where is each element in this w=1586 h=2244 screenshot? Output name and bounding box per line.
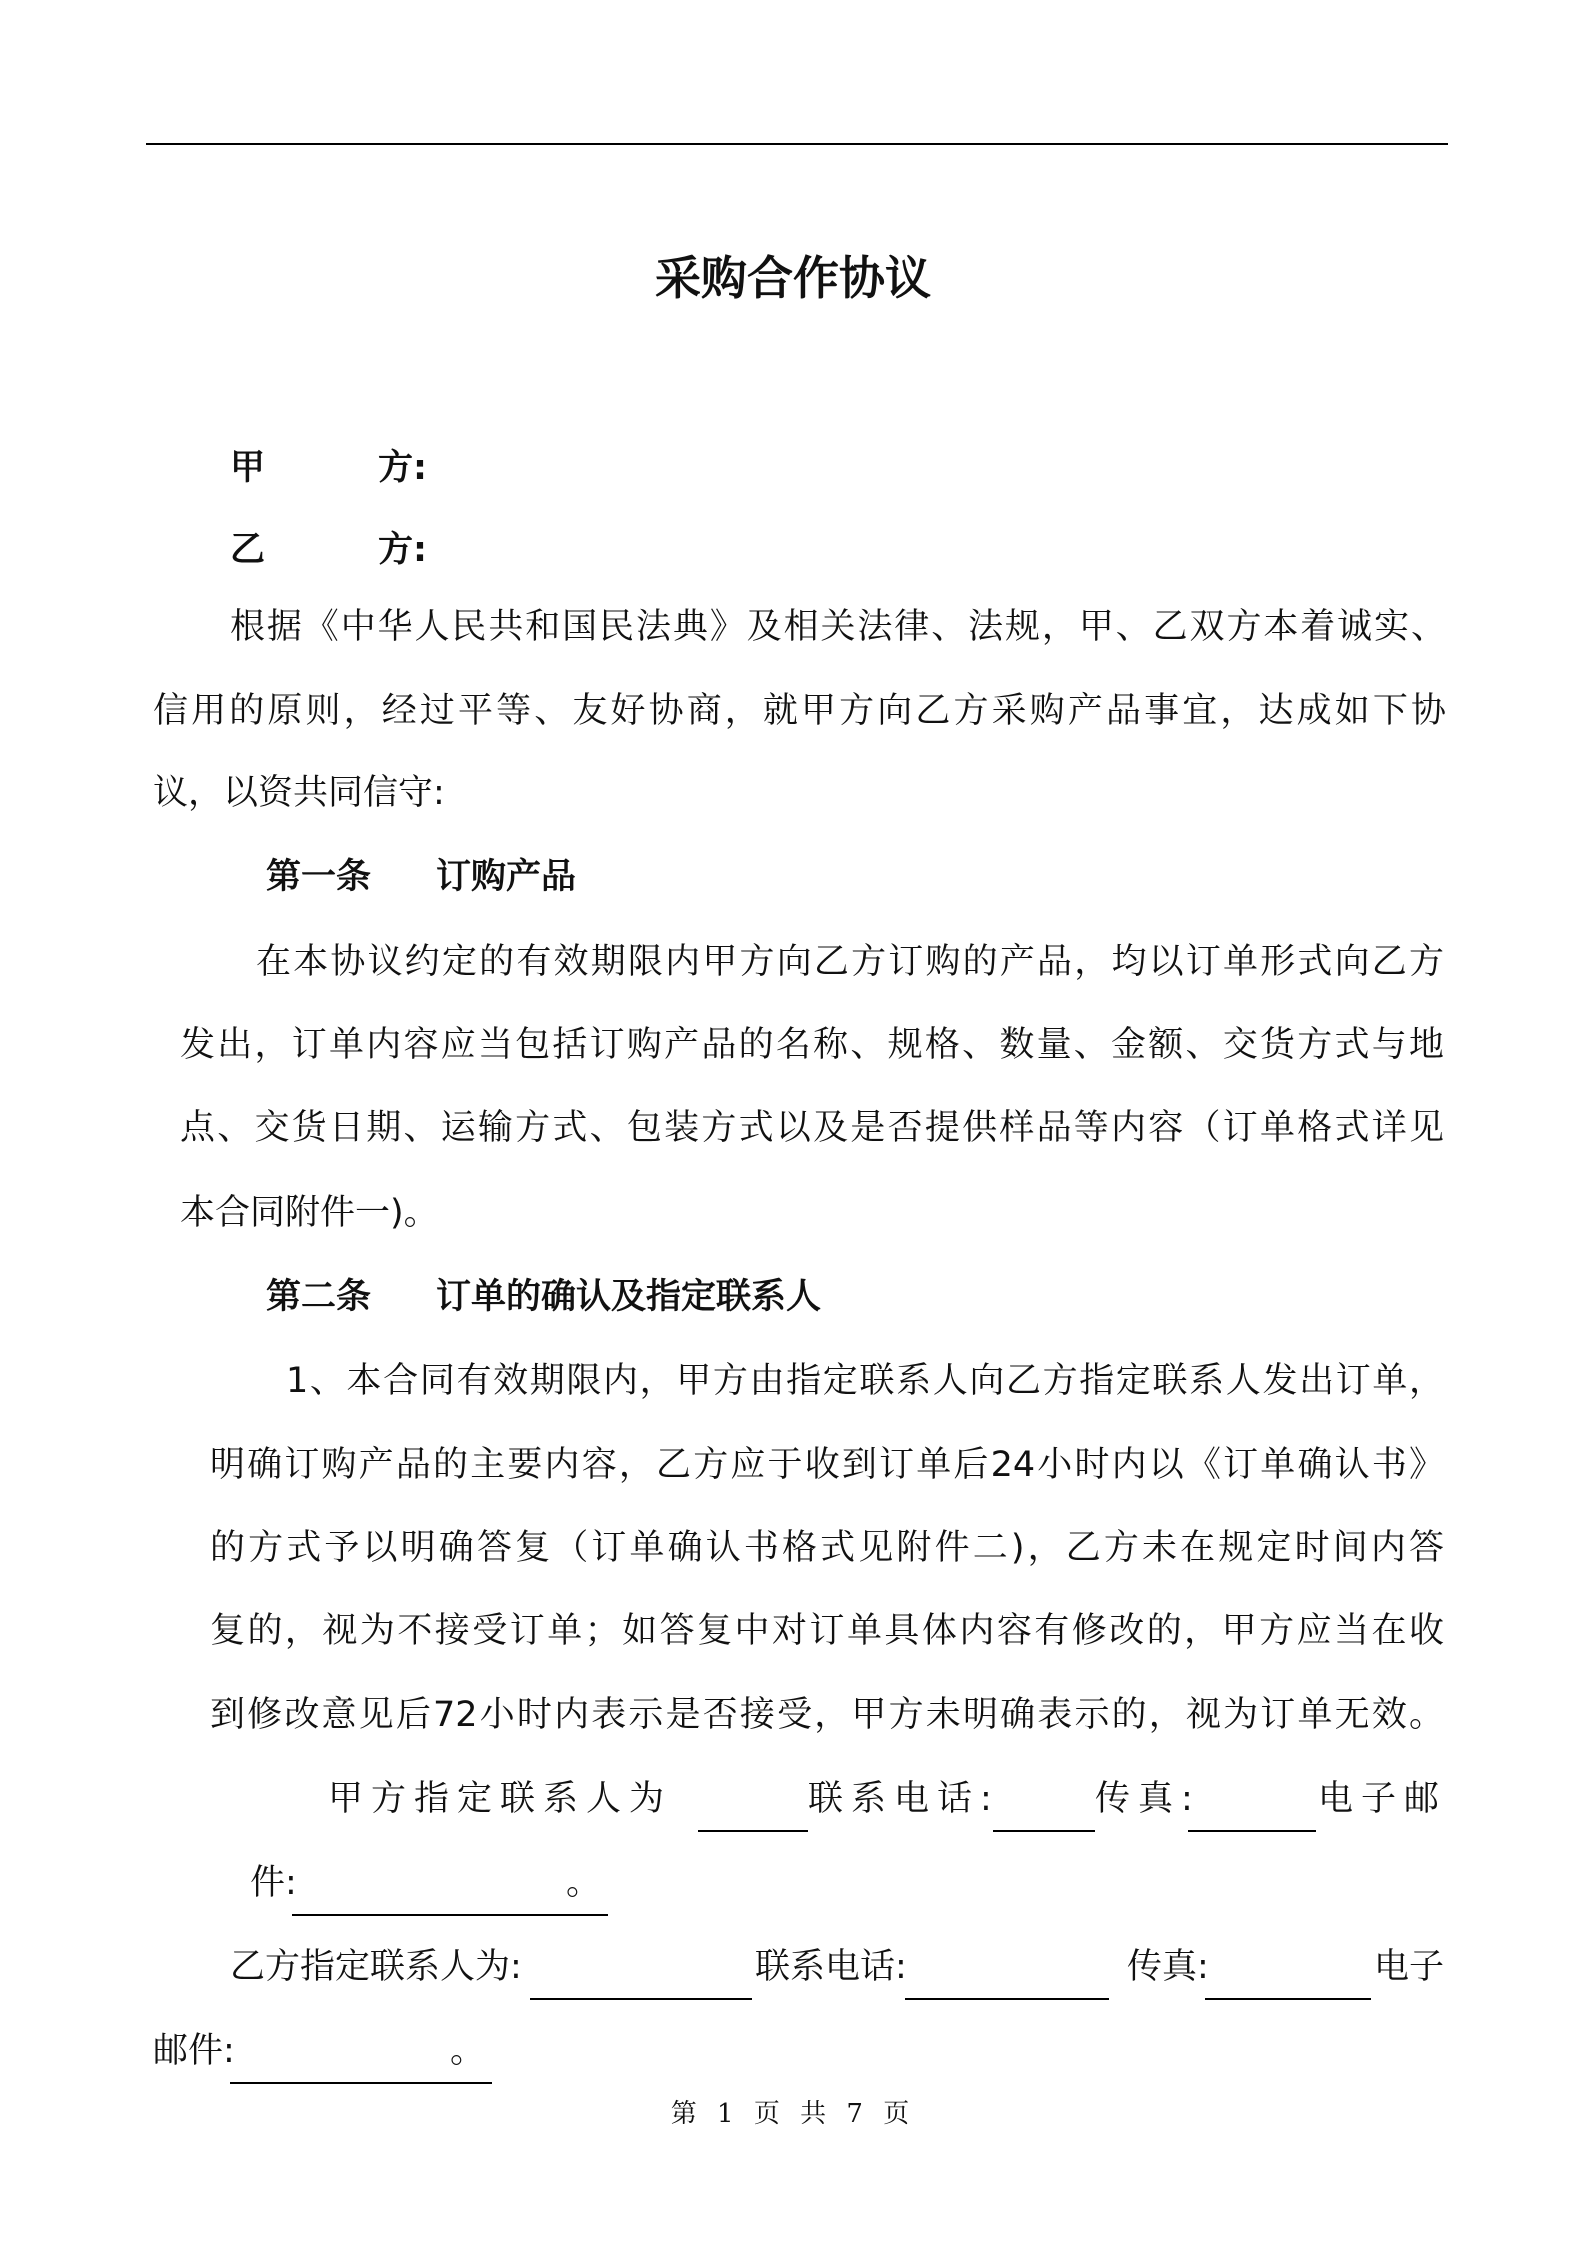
contact-b-label: 乙方指定联系人为:	[230, 1947, 522, 1987]
preamble-line-1: 根据《中华人民共和国民法典》及相关法律、法规，甲、乙双方本着诚实、	[230, 607, 1446, 647]
article2-line-3: 的方式予以明确答复（订单确认书格式见附件二)，乙方未在规定时间内答	[210, 1528, 1444, 1568]
article2-line-5: 到修改意见后72小时内表示是否接受，甲方未明确表示的，视为订单无效。	[210, 1695, 1444, 1735]
article2-number: 第二条	[266, 1277, 372, 1317]
article2-line-2: 明确订购产品的主要内容，乙方应于收到订单后24小时内以《订单确认书》	[210, 1445, 1444, 1485]
contact-a-name-blank[interactable]	[698, 1790, 808, 1832]
article1-line-2: 发出，订单内容应当包括订购产品的名称、规格、数量、金额、交货方式与地	[180, 1025, 1444, 1065]
article1-line-1: 在本协议约定的有效期限内甲方向乙方订购的产品，均以订单形式向乙方	[256, 942, 1444, 982]
article1-line-3: 点、交货日期、运输方式、包装方式以及是否提供样品等内容（订单格式详见	[180, 1108, 1444, 1148]
preamble-line-2: 信用的原则，经过平等、友好协商，就甲方向乙方采购产品事宜，达成如下协	[153, 691, 1446, 731]
party-b-label-1: 乙	[230, 530, 266, 570]
contact-a-fax-label: 传真:	[1095, 1779, 1201, 1819]
contact-b-phone-blank[interactable]	[905, 1958, 1109, 2000]
page-number-footer: 第 1 页 共 7 页	[670, 2099, 916, 2129]
article1-line-4: 本合同附件一)。	[180, 1193, 439, 1233]
contact-a-email-blank[interactable]	[292, 1874, 608, 1916]
contact-a-email-label-2: 件:	[250, 1863, 297, 1903]
contact-b-fax-blank[interactable]	[1205, 1958, 1371, 2000]
contact-b-phone-label: 联系电话:	[755, 1947, 907, 1987]
preamble-line-3: 议，以资共同信守:	[153, 773, 445, 813]
article1-number: 第一条	[266, 857, 372, 897]
contact-a-fax-blank[interactable]	[1188, 1790, 1316, 1832]
header-rule	[146, 143, 1448, 145]
article1-heading: 订购产品	[436, 857, 577, 897]
contact-a-email-label-1: 电子邮	[1318, 1779, 1448, 1819]
contact-b-name-blank[interactable]	[530, 1958, 752, 2000]
contact-b-end-mark: 。	[450, 2031, 486, 2071]
article2-line-1: 1、本合同有效期限内，甲方由指定联系人向乙方指定联系人发出订单，	[286, 1361, 1444, 1401]
party-b-label-2: 方:	[378, 530, 427, 570]
contact-a-end-mark: 。	[566, 1863, 602, 1903]
contact-a-phone-label: 联系电话:	[808, 1779, 1000, 1819]
document-title: 采购合作协议	[655, 251, 931, 305]
contact-b-email-label-1: 电子	[1374, 1947, 1445, 1987]
article2-line-4: 复的，视为不接受订单；如答复中对订单具体内容有修改的，甲方应当在收	[210, 1611, 1444, 1651]
contact-a-label: 甲方指定联系人为	[328, 1779, 673, 1819]
contact-a-phone-blank[interactable]	[993, 1790, 1095, 1832]
contact-b-email-label-2: 邮件:	[153, 2031, 235, 2071]
party-a-label-1: 甲	[230, 448, 266, 488]
contact-b-fax-label: 传真:	[1127, 1947, 1209, 1987]
party-a-label-2: 方:	[378, 448, 427, 488]
article2-heading: 订单的确认及指定联系人	[436, 1277, 822, 1317]
